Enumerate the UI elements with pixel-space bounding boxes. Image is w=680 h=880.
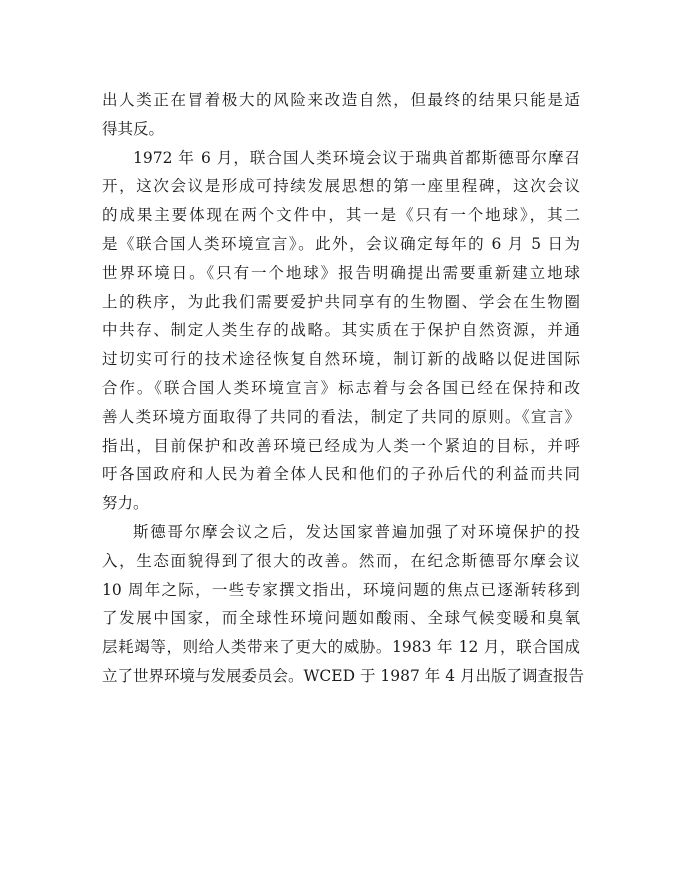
text-line: 得其反。 bbox=[102, 119, 165, 138]
body-text bbox=[102, 86, 584, 691]
text-line: 过切实可行的技术途径恢复自然环境，制订新的战略以促进国际 bbox=[102, 350, 580, 369]
text-line: 层耗竭等，则给人类带来了更大的威胁。1983 年 12 月，联合国成 bbox=[102, 638, 580, 657]
text-line: 出人类正在冒着极大的风险来改造自然，但最终的结果只能是适 bbox=[102, 91, 580, 109]
text-line: 努力。 bbox=[102, 494, 149, 513]
text-line: 吁各国政府和人民为着全体人民和他们的子孙后代的利益而共同 bbox=[102, 465, 580, 484]
text-line: 是《联合国人类环境宣言》。此外，会议确定每年的 6 月 5 日为 bbox=[102, 234, 580, 253]
text-line: 开，这次会议是形成可持续发展思想的第一座里程碑，这次会议 bbox=[102, 177, 580, 196]
text-line: 指出，目前保护和改善环境已经成为人类一个紧迫的目标，并呼 bbox=[102, 436, 580, 455]
text-line: 世界环境日。《只有一个地球》报告明确提出需要重新建立地球 bbox=[102, 263, 580, 282]
text-line: 中共存、制定人类生存的战略。其实质在于保护自然资源，并通 bbox=[102, 321, 580, 340]
text-line: 入，生态面貌得到了很大的改善。然而，在纪念斯德哥尔摩会议 bbox=[102, 551, 580, 570]
text-line: 斯德哥尔摩会议之后，发达国家普遍加强了对环境保护的投 bbox=[133, 522, 580, 541]
text-line: 1972 年 6 月，联合国人类环境会议于瑞典首都斯德哥尔摩召 bbox=[133, 148, 580, 167]
text-line: 善人类环境方面取得了共同的看法，制定了共同的原则。《宣言》 bbox=[102, 407, 580, 426]
text-line: 合作。《联合国人类环境宣言》标志着与会各国已经在保持和改 bbox=[102, 378, 580, 397]
text-line: 10 周年之际，一些专家撰文指出，环境问题的焦点已逐渐转移到 bbox=[102, 580, 580, 599]
text-line: 的成果主要体现在两个文件中，其一是《只有一个地球》，其二 bbox=[102, 206, 580, 225]
text-line: 立了世界环境与发展委员会。WCED 于 1987 年 4 月出版了调查报告 bbox=[102, 666, 584, 685]
text-line: 了发展中国家，而全球性环境问题如酸雨、全球气候变暖和臭氧 bbox=[102, 609, 580, 628]
text-line: 上的秩序，为此我们需要爱护共同享有的生物圈、学会在生物圈 bbox=[102, 292, 580, 311]
